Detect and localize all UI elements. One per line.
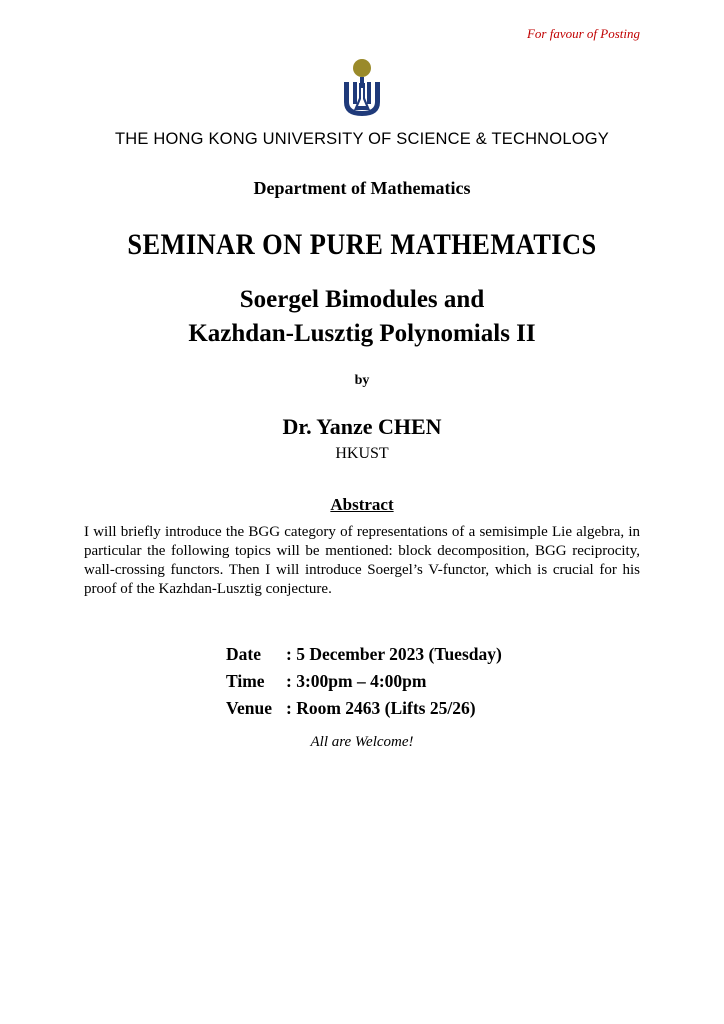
venue-row	[226, 695, 502, 722]
by-label: by	[354, 373, 370, 388]
university-name: THE HONG KONG UNIVERSITY OF SCIENCE & TECHNOLOGY	[115, 130, 609, 148]
seminar-series-title: SEMINAR ON PURE MATHEMATICS	[127, 228, 597, 261]
welcome-note: All are Welcome!	[310, 734, 414, 750]
talk-title	[0, 283, 724, 351]
talk-title-line2: Kazhdan-Lusztig Polynomials II	[188, 320, 536, 347]
speaker-affiliation: HKUST	[335, 445, 389, 462]
speaker-name: Dr. Yanze CHEN	[282, 414, 442, 439]
time-value: : 3:00pm – 4:00pm	[286, 671, 427, 691]
date-label: Date	[226, 644, 261, 664]
venue-value: : Room 2463 (Lifts 25/26)	[286, 698, 476, 718]
time-label: Time	[226, 671, 265, 691]
event-details	[226, 641, 502, 722]
posting-note: For favour of Posting	[526, 26, 640, 41]
talk-title-line1: Soergel Bimodules and	[239, 286, 485, 313]
department-name: Department of Mathematics	[253, 178, 471, 198]
venue-label: Venue	[226, 698, 273, 718]
date-row	[226, 641, 502, 668]
abstract-body: I will briefly introduce the BGG category of representations of a semisimple Lie algebra, in particular the following topics will be mentioned: block decomposition, BGG reciprocity, wall-crossing functors. Then I will introduce Soergel’s V-functor, which is crucial for his proof of the Kazhdan-Lusztig conjecture.	[84, 524, 640, 597]
time-row	[226, 668, 502, 695]
abstract-heading: Abstract	[330, 495, 394, 514]
date-value: : 5 December 2023 (Tuesday)	[286, 644, 502, 664]
hkust-logo-icon	[339, 58, 385, 122]
